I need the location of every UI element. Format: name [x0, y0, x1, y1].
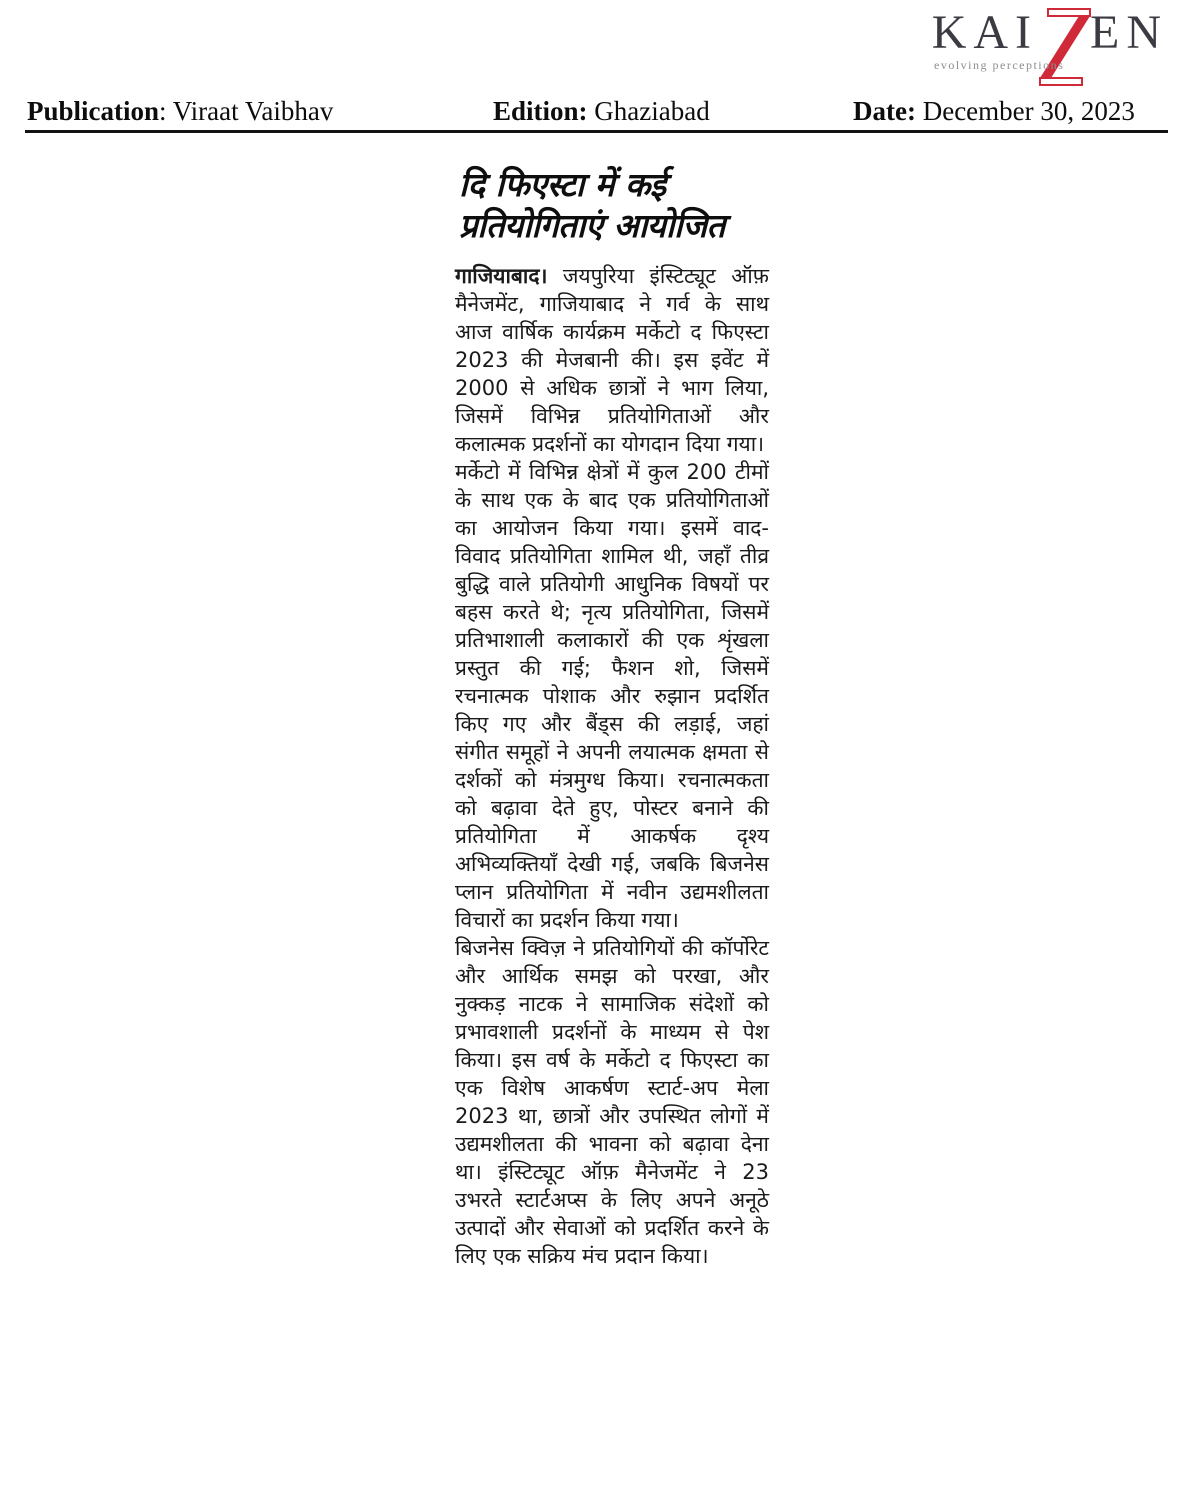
edition-label: Edition: [493, 96, 588, 126]
kaizen-logo-row [928, 6, 1168, 95]
logo-letter-z-icon [1036, 6, 1094, 95]
publication-value: : Viraat Vaibhav [159, 96, 334, 126]
article-headline: दि फिएस्टा में कई प्रतियोगिताएं आयोजित [459, 165, 725, 245]
news-clipping [455, 164, 769, 1270]
article-paragraph-text: जयपुरिया इंस्टिट्यूट ऑफ़ मैनेजमेंट, गाजियाबाद ने गर्व के साथ आज वार्षिक कार्यक्रम मर्केटो द फिएस्टा 2023 की मेजबानी की। इस इवेंट में 2000 से अधिक छात्रों ने भाग लिया, जिसमें विभिन्न प्रतियोगिताओं और कलात्मक प्रदर्शनों का योगदान दिया गया। [455, 264, 769, 456]
date-field [853, 96, 1135, 126]
article-body [455, 262, 769, 1270]
article-paragraph [455, 262, 769, 458]
article-paragraph: बिजनेस क्विज़ ने प्रतियोगियों की कॉर्पोरेट और आर्थिक समझ को परखा, और नुक्कड़ नाटक ने सामाजिक संदेशों को प्रभावशाली प्रदर्शनों के माध्यम से पेश किया। इस वर्ष के मर्केटो द फिएस्टा का एक विशेष आकर्षण स्टार्ट-अप मेला 2023 था, छात्रों और उपस्थित लोगों में उद्यमशीलता की भावना को बढ़ावा देना था। इंस्टिट्यूट ऑफ़ मैनेजमेंट ने 23 उभरते स्टार्टअप्स के लिए अपने अनूठे उत्पादों और सेवाओं को प्रदर्शित करने के लिए एक सक्रिय मंच प्रदान किया। [455, 936, 769, 1268]
date-value: December 30, 2023 [915, 96, 1135, 126]
logo-text-kai: KAI [931, 6, 1039, 59]
article-paragraph: मर्केटो में विभिन्न क्षेत्रों में कुल 200 टीमों के साथ एक के बाद एक प्रतियोगिताओं का आयोजन किया गया। इसमें वाद-विवाद प्रतियोगिता शामिल थी, जहाँ तीव्र बुद्धि वाले प्रतियोगी आधुनिक विषयों पर बहस करते थे; नृत्य प्रतियोगिता, जिसमें प्रतिभाशाली कलाकारों की एक शृंखला प्रस्तुत की गई; फैशन शो, जिसमें रचनात्मक पोशाक और रुझान प्रदर्शित किए गए और बैंड्स की लड़ाई, जहां संगीत समूहों ने अपनी लयात्मक क्षमता से दर्शकों को मंत्रमुग्ध किया। रचनात्मकता को बढ़ावा देते हुए, पोस्टर बनाने की प्रतियोगिता में आकर्षक दृश्य अभिव्यक्तियाँ देखी गई, जबकि बिजनेस प्लान प्रतियोगिता में नवीन उद्यमशीलता विचारों का प्रदर्शन किया गया। [455, 460, 769, 932]
edition-value: Ghaziabad [587, 96, 710, 126]
date-label: Date: [853, 96, 916, 126]
publication-label: Publication [27, 96, 160, 126]
logo-text-en: EN [1090, 6, 1168, 59]
logo-tagline: evolving perceptions [934, 58, 1065, 72]
publication-field [27, 96, 333, 126]
edition-field [493, 96, 710, 126]
article-dateline: गाजियाबाद। [455, 264, 548, 288]
kaizen-logo [928, 6, 1168, 96]
clipping-meta-header [25, 96, 1168, 133]
